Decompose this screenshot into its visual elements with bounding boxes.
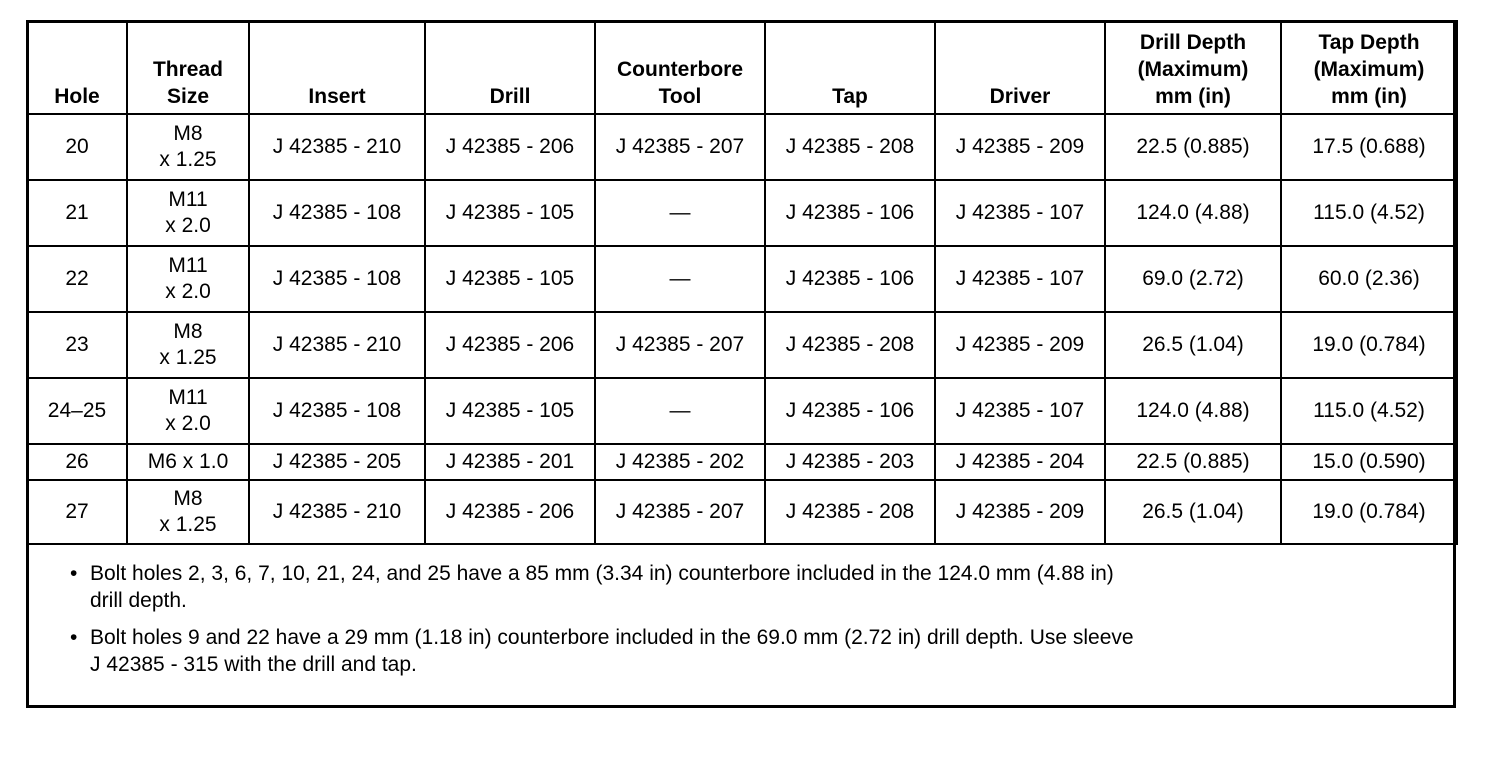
cell-counterbore: J 42385 - 202 bbox=[595, 444, 765, 480]
cell-tap-depth: 15.0 (0.590) bbox=[1281, 444, 1457, 480]
cell-hole: 23 bbox=[27, 312, 127, 378]
cell-thread-size-line: M8 bbox=[173, 320, 203, 343]
header-tap-depth-line: (Maximum) bbox=[1313, 58, 1425, 81]
cell-tap-depth: 19.0 (0.784) bbox=[1281, 480, 1457, 544]
header-hole: Hole bbox=[27, 21, 127, 114]
cell-drill-depth: 22.5 (0.885) bbox=[1105, 444, 1281, 480]
cell-thread-size-line: x 1.25 bbox=[159, 148, 217, 171]
cell-tap: J 42385 - 106 bbox=[765, 246, 935, 312]
cell-tap-depth: 60.0 (2.36) bbox=[1281, 246, 1457, 312]
table-row bbox=[27, 180, 1457, 246]
header-tap: Tap bbox=[765, 21, 935, 114]
specification-table bbox=[26, 20, 1458, 545]
header-tap-depth-line: mm (in) bbox=[1331, 85, 1407, 108]
cell-thread-size-line: M11 bbox=[168, 386, 208, 409]
header-thread-size-line: Size bbox=[166, 85, 210, 108]
note-line: Bolt holes 9 and 22 have a 29 mm (1.18 in) counterbore included in the 69.0 mm (2.72 in) drill depth. Use sleeve bbox=[90, 626, 1134, 649]
note-line: Bolt holes 2, 3, 6, 7, 10, 21, 24, and 25 have a 85 mm (3.34 in) counterbore included in the 124.0 mm (4.88 in) bbox=[90, 562, 1114, 585]
cell-tap: J 42385 - 208 bbox=[765, 312, 935, 378]
cell-hole: 22 bbox=[27, 246, 127, 312]
cell-driver: J 42385 - 209 bbox=[935, 114, 1105, 180]
header-drill-depth bbox=[1105, 21, 1281, 114]
table-body bbox=[27, 114, 1457, 544]
header-drill: Drill bbox=[425, 21, 595, 114]
header-counterbore-tool bbox=[595, 21, 765, 114]
cell-thread-size-line: x 2.0 bbox=[165, 412, 211, 435]
cell-tap: J 42385 - 208 bbox=[765, 480, 935, 544]
cell-insert: J 42385 - 210 bbox=[249, 312, 425, 378]
note-line: J 42385 - 315 with the drill and tap. bbox=[90, 653, 417, 676]
header-drill-depth-line: mm (in) bbox=[1155, 85, 1231, 108]
cell-drill-depth: 69.0 (2.72) bbox=[1105, 246, 1281, 312]
cell-counterbore: J 42385 - 207 bbox=[595, 114, 765, 180]
cell-thread-size bbox=[127, 378, 249, 444]
cell-hole: 20 bbox=[27, 114, 127, 180]
bullet-icon: • bbox=[70, 562, 78, 585]
cell-drill-depth: 124.0 (4.88) bbox=[1105, 378, 1281, 444]
cell-driver: J 42385 - 107 bbox=[935, 246, 1105, 312]
cell-thread-size-line: M6 x 1.0 bbox=[147, 450, 229, 473]
cell-drill: J 42385 - 105 bbox=[425, 180, 595, 246]
cell-thread-size bbox=[127, 246, 249, 312]
cell-driver: J 42385 - 204 bbox=[935, 444, 1105, 480]
cell-tap: J 42385 - 106 bbox=[765, 378, 935, 444]
cell-drill-depth: 124.0 (4.88) bbox=[1105, 180, 1281, 246]
cell-drill-depth: 26.5 (1.04) bbox=[1105, 480, 1281, 544]
bullet-icon: • bbox=[70, 626, 78, 649]
cell-thread-size-line: M11 bbox=[168, 188, 208, 211]
cell-thread-size-line: M8 bbox=[173, 487, 203, 510]
header-drill-depth-line: (Maximum) bbox=[1137, 58, 1249, 81]
cell-drill: J 42385 - 201 bbox=[425, 444, 595, 480]
cell-tap: J 42385 - 106 bbox=[765, 180, 935, 246]
table-row bbox=[27, 114, 1457, 180]
cell-tap: J 42385 - 208 bbox=[765, 114, 935, 180]
cell-drill: J 42385 - 105 bbox=[425, 378, 595, 444]
header-driver: Driver bbox=[935, 21, 1105, 114]
header-tap-depth bbox=[1281, 21, 1457, 114]
cell-drill: J 42385 - 206 bbox=[425, 114, 595, 180]
cell-insert: J 42385 - 205 bbox=[249, 444, 425, 480]
cell-thread-size-line: x 1.25 bbox=[159, 513, 217, 536]
cell-driver: J 42385 - 209 bbox=[935, 312, 1105, 378]
cell-counterbore: J 42385 - 207 bbox=[595, 312, 765, 378]
header-row bbox=[27, 21, 1457, 114]
note-item bbox=[60, 624, 1390, 678]
cell-hole: 21 bbox=[27, 180, 127, 246]
cell-hole: 24–25 bbox=[27, 378, 127, 444]
note-line: drill depth. bbox=[90, 589, 187, 612]
cell-thread-size bbox=[127, 180, 249, 246]
header-tap-depth-line: Tap Depth bbox=[1318, 31, 1420, 54]
cell-driver: J 42385 - 209 bbox=[935, 480, 1105, 544]
cell-counterbore: — bbox=[595, 246, 765, 312]
cell-tap-depth: 17.5 (0.688) bbox=[1281, 114, 1457, 180]
cell-thread-size bbox=[127, 444, 249, 480]
notes-section bbox=[60, 560, 1390, 688]
cell-drill-depth: 22.5 (0.885) bbox=[1105, 114, 1281, 180]
cell-thread-size bbox=[127, 480, 249, 544]
cell-counterbore: — bbox=[595, 180, 765, 246]
table-row bbox=[27, 312, 1457, 378]
cell-driver: J 42385 - 107 bbox=[935, 180, 1105, 246]
header-counterbore-line: Tool bbox=[658, 85, 702, 108]
cell-counterbore: — bbox=[595, 378, 765, 444]
cell-drill: J 42385 - 206 bbox=[425, 480, 595, 544]
cell-tap-depth: 115.0 (4.52) bbox=[1281, 180, 1457, 246]
cell-insert: J 42385 - 108 bbox=[249, 180, 425, 246]
header-drill-depth-line: Drill Depth bbox=[1139, 31, 1247, 54]
cell-thread-size-line: M11 bbox=[168, 254, 208, 277]
cell-thread-size-line: M8 bbox=[173, 122, 203, 145]
cell-tap: J 42385 - 203 bbox=[765, 444, 935, 480]
cell-insert: J 42385 - 210 bbox=[249, 114, 425, 180]
cell-hole: 27 bbox=[27, 480, 127, 544]
cell-thread-size-line: x 1.25 bbox=[159, 346, 217, 369]
cell-thread-size-line: x 2.0 bbox=[165, 280, 211, 303]
cell-hole: 26 bbox=[27, 444, 127, 480]
table-row bbox=[27, 378, 1457, 444]
cell-insert: J 42385 - 210 bbox=[249, 480, 425, 544]
cell-thread-size bbox=[127, 114, 249, 180]
table-row bbox=[27, 246, 1457, 312]
header-thread-size bbox=[127, 21, 249, 114]
cell-drill: J 42385 - 105 bbox=[425, 246, 595, 312]
cell-drill-depth: 26.5 (1.04) bbox=[1105, 312, 1281, 378]
cell-tap-depth: 115.0 (4.52) bbox=[1281, 378, 1457, 444]
header-counterbore-line: Counterbore bbox=[617, 58, 743, 81]
cell-insert: J 42385 - 108 bbox=[249, 378, 425, 444]
header-insert: Insert bbox=[249, 21, 425, 114]
cell-insert: J 42385 - 108 bbox=[249, 246, 425, 312]
cell-thread-size bbox=[127, 312, 249, 378]
cell-thread-size-line: x 2.0 bbox=[165, 214, 211, 237]
cell-counterbore: J 42385 - 207 bbox=[595, 480, 765, 544]
note-item bbox=[60, 560, 1390, 614]
table-row bbox=[27, 444, 1457, 480]
header-thread-size-line: Thread bbox=[152, 58, 223, 81]
cell-drill: J 42385 - 206 bbox=[425, 312, 595, 378]
cell-driver: J 42385 - 107 bbox=[935, 378, 1105, 444]
table-row bbox=[27, 480, 1457, 544]
cell-tap-depth: 19.0 (0.784) bbox=[1281, 312, 1457, 378]
